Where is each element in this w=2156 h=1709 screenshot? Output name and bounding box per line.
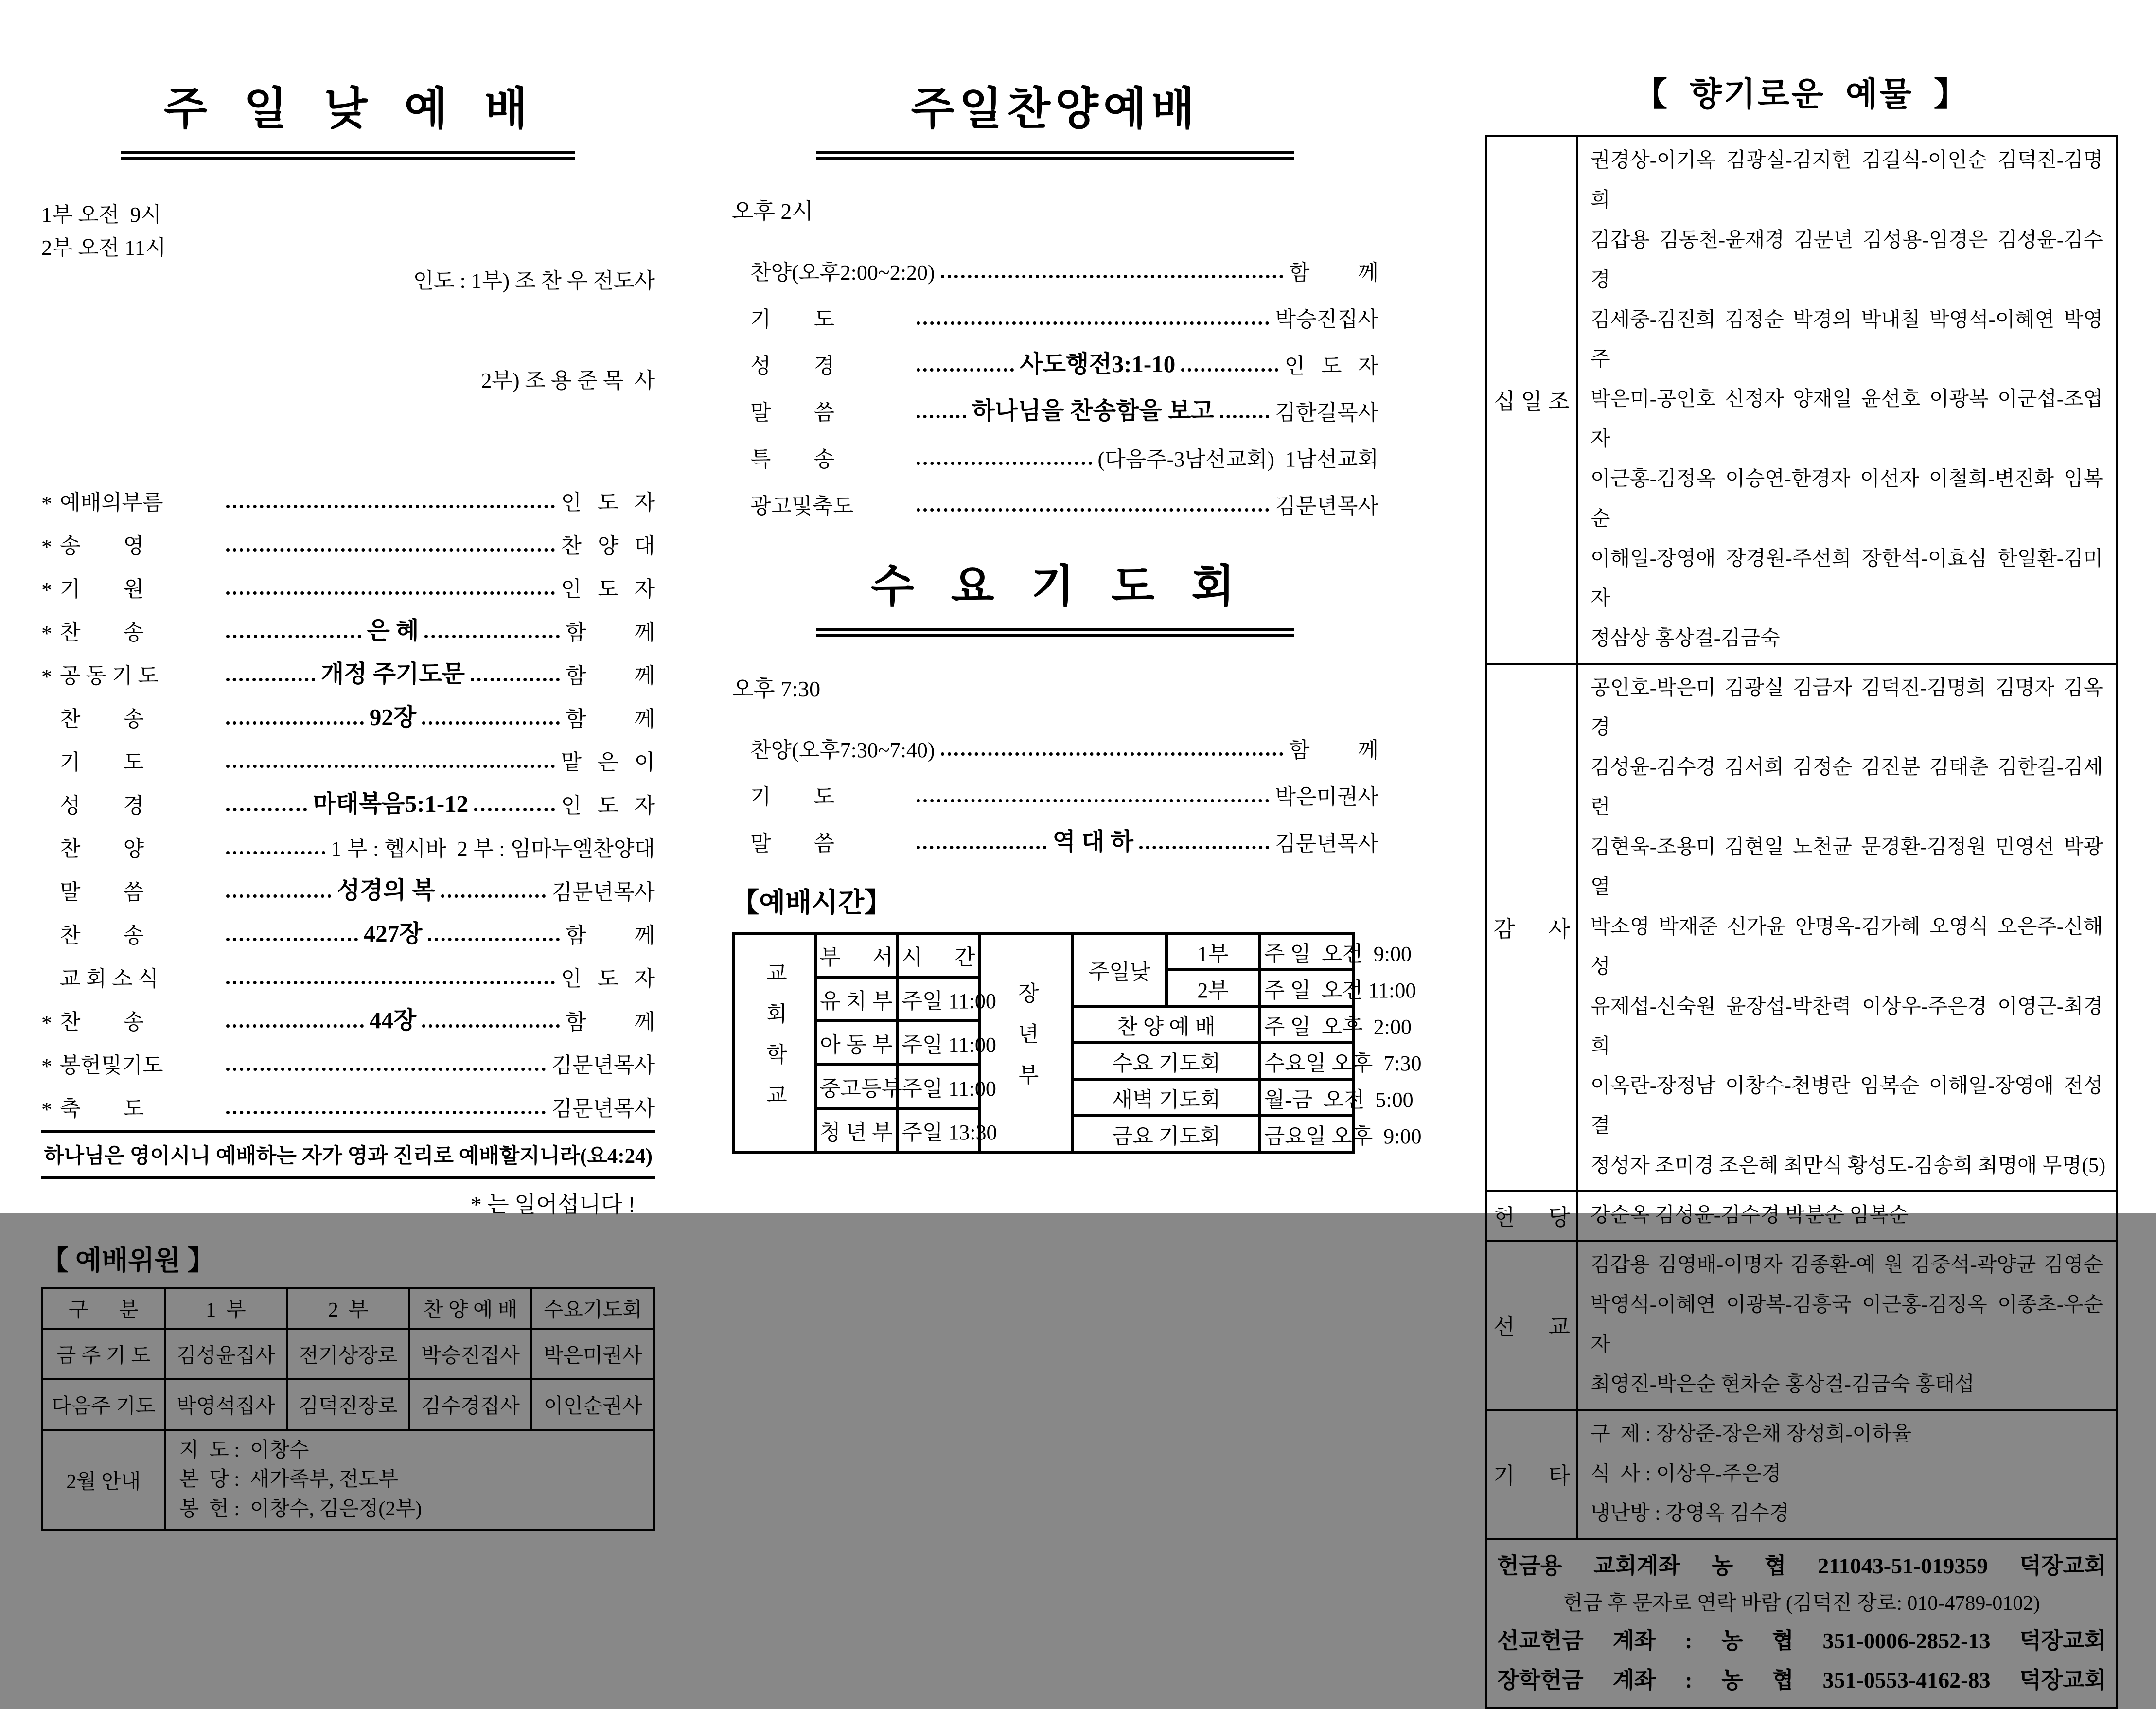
standing-asterisk: * <box>41 491 52 516</box>
sunday-service-title: 주 일 낮 예 배 <box>163 84 533 134</box>
dotted-leader <box>471 678 560 681</box>
dotted-leader <box>441 894 546 898</box>
wednesday-prayer-time: 오후 7:30 <box>732 676 821 701</box>
service-item-assignee: 김문년목사 <box>551 880 655 904</box>
service-time-line: 2부 오전 11시 <box>41 236 166 260</box>
school-cell: 주일 11:00 <box>897 977 979 1021</box>
service-item-assignee: 찬 양 대 <box>561 534 655 558</box>
service-time-line: 1부 오전 9시 <box>41 203 162 227</box>
praise-service-title: 주일찬양예배 <box>911 84 1200 134</box>
committee-cell: 이인순권사 <box>531 1379 654 1430</box>
service-item-label: 기 도 <box>750 307 835 331</box>
adult-service-cell: 수요 기도회 <box>1073 1043 1260 1079</box>
service-row <box>41 650 655 693</box>
service-item-label: 기 원 <box>60 577 144 601</box>
dotted-leader <box>941 275 1283 278</box>
dotted-leader <box>226 894 331 898</box>
school-cell: 유 치 부 <box>815 977 898 1021</box>
service-order-list <box>41 477 655 1126</box>
praise-wednesday-panel <box>732 73 1422 1154</box>
service-row <box>732 477 1378 523</box>
offering-section-label: 감 사 <box>1486 664 1577 1192</box>
offering-names-line: 식 사 : 이상우-주은경 <box>1590 1462 1782 1485</box>
worship-times-tables <box>732 932 1422 1154</box>
dotted-leader <box>226 765 555 768</box>
committee-cell: 전기상장로 <box>287 1329 409 1379</box>
service-item-label: 성 경 <box>60 793 144 818</box>
committee-notice-line: 지 도 : 이창수 <box>179 1439 309 1461</box>
offering-names-line: 강순옥 김성윤-김수경 박분순 임복순 <box>1590 1204 1909 1227</box>
offering-names-line: 박영석-이혜연 이광복-김흥국 이근홍-김정옥 이종초-우순자 <box>1590 1293 2103 1356</box>
offering-section-row <box>1486 1191 2117 1241</box>
bank-info-box <box>1485 1538 2118 1709</box>
service-item-label: 말 씀 <box>750 401 835 425</box>
service-item-title: 역 대 하 <box>1052 828 1133 855</box>
dotted-leader <box>226 505 555 508</box>
service-item-label: 공 동 기 도 <box>60 663 159 688</box>
bank-line-scholarship: 장학헌금 계좌 : 농 협 351-0553-4162-83 덕장교회 <box>1497 1667 2106 1692</box>
dotted-leader <box>226 938 358 941</box>
offering-section-row <box>1486 1410 2117 1539</box>
committee-cell: 김덕진장로 <box>287 1379 409 1430</box>
service-item-label: 예배의부름 <box>60 490 163 515</box>
service-item-label: 성 경 <box>750 354 835 378</box>
committee-cell: 김수경집사 <box>409 1379 532 1430</box>
committee-cell: 박은미권사 <box>531 1329 654 1379</box>
title-underline <box>121 140 575 160</box>
offering-names-cell <box>1577 664 2117 1192</box>
service-row <box>732 243 1378 290</box>
offering-names-cell <box>1577 1191 2117 1241</box>
service-item-assignee: 함 께 <box>565 620 655 644</box>
service-item-label: 찬 송 <box>60 923 144 947</box>
service-item-label: 말 씀 <box>750 832 835 855</box>
offering-section-row <box>1486 1241 2117 1410</box>
service-item-assignee: 김문년목사 <box>551 1053 655 1077</box>
adult-time-cell: 주 일 오전 9:00 <box>1260 933 1353 970</box>
committee-row <box>42 1379 654 1430</box>
dotted-leader <box>917 321 1269 325</box>
service-item-assignee: 김한길목사 <box>1275 401 1378 425</box>
service-item-assignee: 함 께 <box>566 1010 655 1034</box>
dotted-leader <box>1139 846 1269 849</box>
service-row <box>41 909 655 953</box>
school-header-cell: 부 서 <box>815 933 898 977</box>
bank-line-main: 헌금용 교회계좌 농 협 211043-51-019359 덕장교회 <box>1497 1553 2106 1579</box>
adult-times-table <box>978 932 1422 1154</box>
adult-time-cell: 주 일 오전 11:00 <box>1260 970 1353 1006</box>
service-row <box>732 430 1378 477</box>
service-item-assignee: 함 께 <box>566 923 655 947</box>
committee-notice-label: 2월 안내 <box>42 1430 165 1531</box>
service-item-label: 송 영 <box>60 534 144 558</box>
service-item-assignee: 함 께 <box>565 663 655 688</box>
service-item-label: 교 회 소 식 <box>60 966 159 991</box>
offering-table <box>1485 135 2118 1540</box>
service-row <box>732 337 1378 383</box>
dotted-leader <box>226 548 555 552</box>
committee-header-cell: 2 부 <box>287 1288 409 1329</box>
service-item-assignee: 인 도 자 <box>561 966 655 991</box>
dotted-leader <box>226 981 555 984</box>
service-row <box>41 823 655 866</box>
service-row <box>41 1083 655 1126</box>
service-item-title: 개정 주기도문 <box>320 660 465 687</box>
standing-asterisk: * <box>41 578 52 602</box>
offering-names-line: 박은미-공인호 신정자 양재일 윤선호 이광복 이군섭-조엽자 <box>1590 388 2103 451</box>
bank-line-mission: 선교헌금 계좌 : 농 협 351-0006-2852-13 덕장교회 <box>1497 1628 2106 1654</box>
committee-header-row <box>42 1288 654 1329</box>
committee-cell: 다음주 기도 <box>42 1379 165 1430</box>
dotted-leader <box>917 368 1014 372</box>
school-cell: 주일 13:30 <box>897 1108 979 1152</box>
service-item-assignee: 함 께 <box>566 707 655 731</box>
service-row <box>732 767 1378 814</box>
service-item-assignee: 함 께 <box>1289 738 1378 762</box>
service-row <box>41 563 655 606</box>
service-item-label: 찬 양 <box>60 837 144 861</box>
offering-names-line: 김갑용 김영배-이명자 김종환-예 원 김중석-곽양균 김영순 <box>1590 1254 2103 1277</box>
service-leader-line: 2부) 조 용 준 목 사 <box>481 368 655 392</box>
committee-cell: 박영석집사 <box>165 1379 287 1430</box>
school-header-row <box>733 933 979 977</box>
wednesday-prayer-title: 수 요 기 도 회 <box>870 562 1240 611</box>
offering-names-line: 정삼상 홍상걸-김금숙 <box>1590 627 1780 650</box>
offering-section-label: 기 타 <box>1486 1410 1577 1539</box>
standing-asterisk: * <box>41 621 52 645</box>
service-item-assignee: 맡 은 이 <box>561 750 655 774</box>
service-leaders <box>413 198 655 464</box>
offering-section-label: 선 교 <box>1486 1241 1577 1410</box>
dotted-leader <box>424 635 560 638</box>
service-row <box>41 736 655 780</box>
title-underline <box>816 140 1294 160</box>
service-item-assignee: 함 께 <box>1289 261 1378 285</box>
service-row <box>41 1039 655 1083</box>
service-item-label: 기 도 <box>60 750 144 774</box>
service-item-assignee: 김문년목사 <box>1275 832 1379 855</box>
offering-names-line: 김갑용 김동천-윤재경 김문년 김성용-임경은 김성윤-김수경 <box>1590 229 2103 291</box>
service-item-title: 427장 <box>363 920 423 947</box>
offering-names-line: 권경상-이기옥 김광실-김지현 김길식-이인순 김덕진-김명희 <box>1590 149 2103 212</box>
service-item-title: 사도행전3:1-10 <box>1020 351 1176 377</box>
service-row <box>41 693 655 736</box>
service-item-assignee: 1 부 : 헵시바 2 부 : 임마누엘찬양대 <box>331 837 655 861</box>
offering-section-row <box>1486 664 2117 1192</box>
committee-header-cell: 1 부 <box>165 1288 287 1329</box>
school-vertical-label: 교회학교 <box>733 933 815 1152</box>
committee-cell: 박승진집사 <box>409 1329 532 1379</box>
service-item-assignee: 박은미권사 <box>1275 785 1378 809</box>
sunday-service-panel <box>41 73 655 1531</box>
adult-sub-cell: 2부 <box>1166 970 1260 1006</box>
service-item-title: 성경의 복 <box>336 876 435 904</box>
service-row <box>41 477 655 520</box>
service-item-label: 축 도 <box>60 1096 144 1121</box>
dotted-leader <box>917 846 1046 849</box>
service-row <box>732 721 1378 767</box>
service-item-title: 은 혜 <box>367 617 419 644</box>
committee-cell: 김성윤집사 <box>165 1329 287 1379</box>
committee-notice-line: 본 당 : 새가족부, 전도부 <box>179 1468 398 1491</box>
offering-title: 【 향기로운 예물 】 <box>1634 76 1969 113</box>
offering-panel <box>1485 68 2118 1709</box>
dotted-leader <box>941 752 1283 756</box>
offering-names-line: 이해일-장영애 장경원-주선희 장한석-이효심 한일환-김미자 <box>1590 547 2103 610</box>
service-times <box>41 198 166 464</box>
standing-asterisk: * <box>41 1097 52 1122</box>
adult-vertical-label: 장년부 <box>979 933 1073 1152</box>
dotted-leader <box>917 462 1092 465</box>
adult-daytime-label: 주일낮 <box>1073 933 1166 1006</box>
school-cell: 청 년 부 <box>815 1108 898 1152</box>
standing-asterisk: * <box>41 1054 52 1078</box>
dotted-leader <box>226 1024 364 1028</box>
title-underline <box>816 618 1294 637</box>
adult-service-cell: 찬 양 예 배 <box>1073 1006 1260 1043</box>
service-row <box>41 520 655 563</box>
offering-names-line: 김성윤-김수경 김서희 김정순 김진분 김태춘 김한길-김세련 <box>1590 756 2103 819</box>
service-row <box>732 290 1378 337</box>
dotted-leader <box>422 721 560 725</box>
offering-names-line: 이옥란-장정남 이창수-천병란 임복순 이해일-장영애 전성결 <box>1590 1075 2103 1138</box>
service-item-assignee: 인 도 자 <box>561 793 655 818</box>
offering-names-line: 김세중-김진희 김정순 박경의 박내칠 박영석-이혜연 박영주 <box>1590 308 2103 371</box>
offering-names-line: 김현욱-조용미 김현일 노천균 문경환-김정원 민영선 박광열 <box>1590 836 2103 899</box>
service-row <box>41 606 655 650</box>
standing-asterisk: * <box>41 664 52 689</box>
dotted-leader <box>917 415 966 418</box>
offering-names-line: 최영진-박은순 현차순 홍상걸-김금숙 홍태섭 <box>1590 1373 1975 1396</box>
school-cell: 아 동 부 <box>815 1021 898 1065</box>
spacer <box>732 523 1378 551</box>
offering-names-line: 정성자 조미경 조은혜 최만식 황성도-김송희 최명애 무명(5) <box>1590 1155 2106 1177</box>
committee-header-cell: 구 분 <box>42 1288 165 1329</box>
offering-names-line: 냉난방 : 강영옥 김수경 <box>1590 1502 1789 1525</box>
committee-row <box>42 1329 654 1379</box>
adult-time-cell: 수요일 오후 7:30 <box>1260 1043 1353 1079</box>
service-row <box>41 953 655 996</box>
school-header-cell: 시 간 <box>897 933 979 977</box>
dotted-leader <box>1181 368 1278 372</box>
standing-note: * 는 일어섭니다 ! <box>470 1192 636 1217</box>
service-item-assignee: 인 도 자 <box>561 577 655 601</box>
school-cell: 중고등부 <box>815 1065 898 1108</box>
service-row <box>41 866 655 909</box>
adult-sub-cell: 1부 <box>1166 933 1260 970</box>
service-item-title: 하나님을 찬송함을 보고 <box>972 397 1214 424</box>
service-item-title: 92장 <box>369 703 417 730</box>
praise-service-time: 오후 2시 <box>732 199 813 224</box>
service-item-label: 기 도 <box>750 785 835 809</box>
offering-names-line: 공인호-박은미 김광실 김금자 김덕진-김명희 김명자 김옥경 <box>1590 676 2103 739</box>
committee-header-cell: 찬 양 예 배 <box>409 1288 532 1329</box>
service-times-block <box>41 198 655 464</box>
service-item-label: 찬양(오후2:00~2:20) <box>750 261 935 285</box>
offering-names-cell <box>1577 1410 2117 1539</box>
dotted-leader <box>226 808 307 811</box>
service-item-label: 말 씀 <box>60 880 144 904</box>
wednesday-order-list <box>732 721 1378 861</box>
school-times-table <box>732 932 997 1154</box>
dotted-leader <box>917 508 1269 512</box>
offering-names-line: 박소영 박재준 신가윤 안명옥-김가혜 오영식 오은주-신해성 <box>1590 915 2103 978</box>
service-item-label: 광고및축도 <box>750 494 854 518</box>
committee-table <box>41 1287 655 1531</box>
service-item-assignee: (다음주-3남선교회) 1남선교회 <box>1097 447 1378 471</box>
dotted-leader <box>226 635 361 638</box>
service-item-assignee: 인 도 자 <box>1284 354 1378 378</box>
dotted-leader <box>1220 415 1270 418</box>
offering-names-cell <box>1577 1241 2117 1410</box>
dotted-leader <box>474 808 555 811</box>
committee-heading: 【 예배위원 】 <box>41 1246 215 1276</box>
committee-notice-line: 봉 헌 : 이창수, 김은정(2부) <box>179 1498 422 1521</box>
praise-order-list <box>732 243 1378 523</box>
offering-section-label: 헌 당 <box>1486 1191 1577 1241</box>
service-item-label: 봉헌및기도 <box>60 1053 163 1077</box>
adult-time-cell: 월-금 오전 5:00 <box>1260 1079 1353 1116</box>
standing-asterisk: * <box>41 1011 52 1035</box>
service-row <box>732 814 1378 861</box>
bank-line-contact: 헌금 후 문자로 연락 바람 (김덕진 장로: 010-4789-0102) <box>1563 1592 2040 1615</box>
service-item-title: 44장 <box>369 1006 417 1033</box>
offering-section-label: 십 일 조 <box>1486 136 1577 664</box>
service-item-assignee: 김문년목사 <box>1275 494 1378 518</box>
adult-service-cell: 새벽 기도회 <box>1073 1079 1260 1116</box>
committee-notice-row <box>42 1430 654 1531</box>
committee-cell: 금 주 기 도 <box>42 1329 165 1379</box>
offering-section-row <box>1486 136 2117 664</box>
committee-notice-lines <box>165 1430 654 1531</box>
offering-names-line: 구 제 : 장상준-장은채 장성희-이하율 <box>1590 1423 1912 1445</box>
dotted-leader <box>428 938 560 941</box>
service-item-assignee: 인 도 자 <box>561 490 655 515</box>
service-row <box>41 996 655 1039</box>
service-item-title: 마태복음5:1-12 <box>313 790 469 817</box>
offering-names-cell <box>1577 136 2117 664</box>
dotted-leader <box>422 1024 560 1028</box>
adult-time-cell: 주 일 오후 2:00 <box>1260 1006 1353 1043</box>
service-item-label: 찬 송 <box>60 1010 144 1034</box>
dotted-leader <box>226 591 555 595</box>
service-row <box>732 383 1378 430</box>
committee-header-cell: 수요기도회 <box>531 1288 654 1329</box>
service-item-label: 찬 송 <box>60 707 144 731</box>
scripture-verse: 하나님은 영이시니 예배하는 자가 영과 진리로 예배할지니라(요4:24) <box>41 1130 655 1179</box>
service-leader-line: 인도 : 1부) 조 찬 우 전도사 <box>413 269 655 293</box>
dotted-leader <box>226 851 325 854</box>
school-cell: 주일 11:00 <box>897 1065 979 1108</box>
service-item-assignee: 김문년목사 <box>551 1096 655 1121</box>
standing-asterisk: * <box>41 534 52 559</box>
offering-names-line: 이근홍-김정옥 이승연-한경자 이선자 이철희-변진화 임복순 <box>1590 468 2103 531</box>
service-item-label: 찬 송 <box>60 620 144 644</box>
adult-time-cell: 금요일 오후 9:00 <box>1260 1116 1353 1152</box>
dotted-leader <box>226 1068 546 1071</box>
service-row <box>41 780 655 823</box>
service-item-label: 특 송 <box>750 447 835 471</box>
dotted-leader <box>226 678 315 681</box>
service-item-label: 찬양(오후7:30~7:40) <box>750 738 935 762</box>
school-cell: 주일 11:00 <box>897 1021 979 1065</box>
worship-times-heading: 【예배시간】 <box>732 888 892 918</box>
dotted-leader <box>917 799 1269 802</box>
service-item-assignee: 박승진집사 <box>1275 307 1378 331</box>
adult-row <box>979 933 1353 970</box>
dotted-leader <box>226 721 364 725</box>
dotted-leader <box>226 1111 546 1114</box>
offering-names-line: 유제섭-신숙원 윤장섭-박찬력 이상우-주은경 이영근-최경희 <box>1590 995 2103 1058</box>
adult-service-cell: 금요 기도회 <box>1073 1116 1260 1152</box>
